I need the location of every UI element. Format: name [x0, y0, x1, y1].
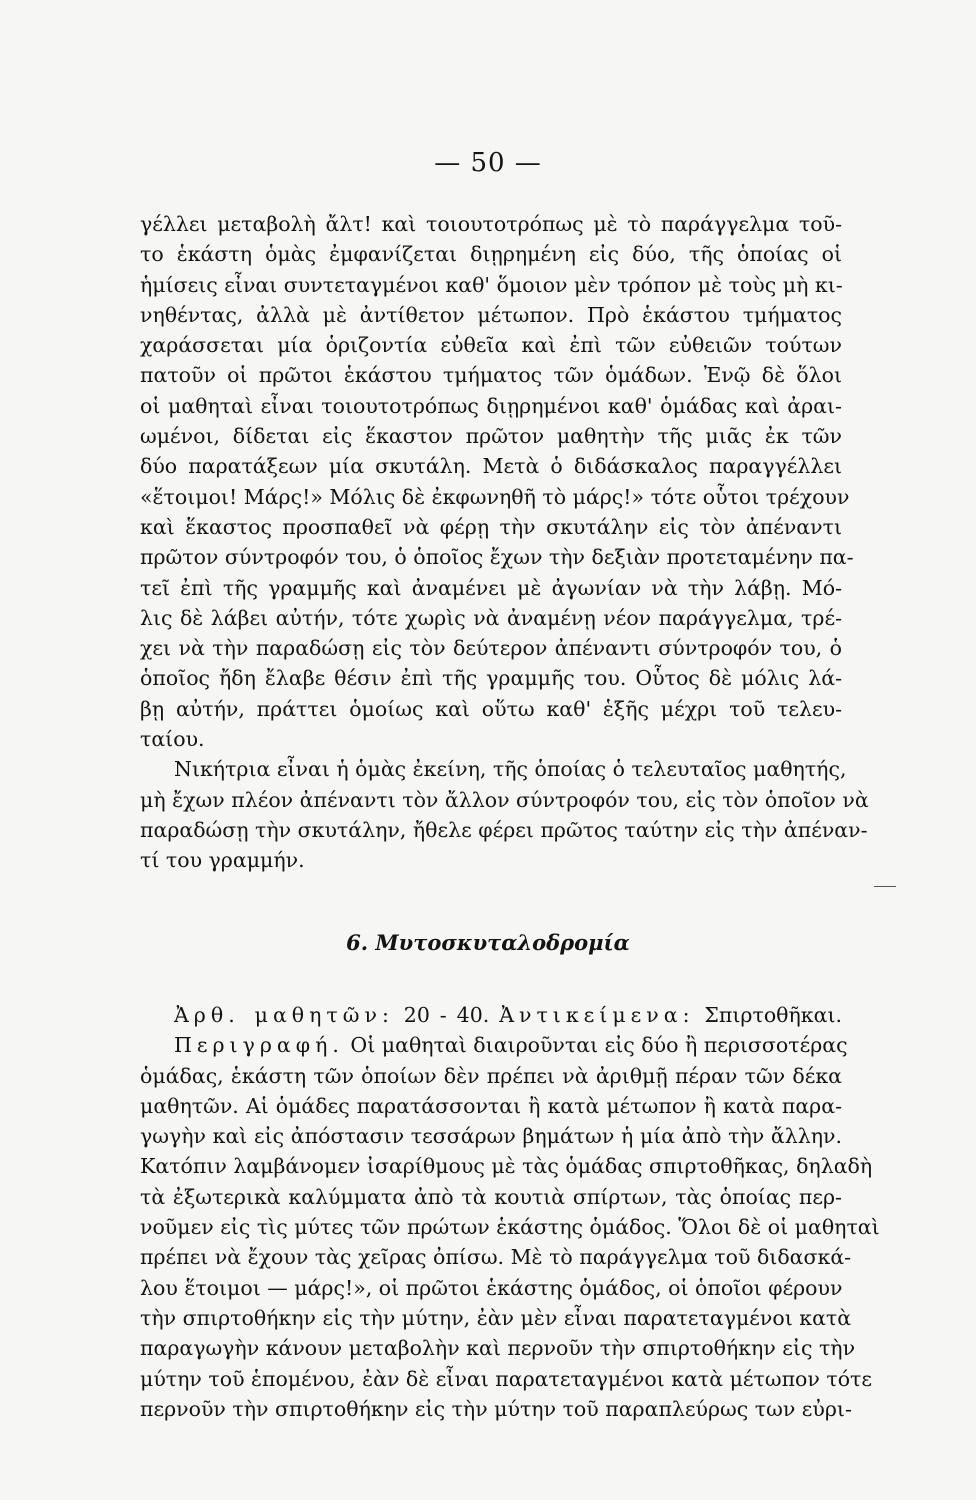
participants-label: Ἀρθ. μαθητῶν:	[174, 1003, 394, 1027]
text-line: ἡμίσεις εἶναι συντεταγμένοι καθ' ὅμοιον μὲν τρόπον μὲ τοὺς μὴ κι-	[140, 272, 843, 297]
text-line: το ἑκάστη ὁμὰς ἐμφανίζεται διῃρημένη εἰς δύο, τῆς ὁποίας οἱ	[140, 242, 842, 267]
description-label: Περιγραφή.	[174, 1033, 344, 1058]
text-line: παραγωγὴν κάνουν μεταβολὴν καὶ περνοῦν τὴν σπιρτοθήκην εἰς τὴν	[140, 1336, 856, 1361]
text-line: πρῶτον σύντροφόν του, ὁ ὁποῖος ἔχων τὴν δεξιὰν προτεταμένην πα-	[140, 545, 854, 570]
objects-label: Ἀντικείμενα:	[499, 1003, 695, 1027]
text-line: Νικήτρια εἶναι ἡ ὁμὰς ἐκείνη, τῆς ὁποίας ὁ τελευταῖος μαθητής,	[174, 757, 847, 782]
text-line: πρέπει νὰ ἔχουν τὰς χεῖρας ὀπίσω. Μὲ τὸ παράγγελμα τοῦ διδασκά-	[140, 1245, 852, 1270]
objects-value: Σπιρτοθῆκαι.	[704, 1003, 842, 1027]
text-line: καὶ ἕκαστος προσπαθεῖ νὰ φέρῃ τὴν σκυτάλην εἰς τὸν ἀπέναντι	[140, 514, 842, 539]
body-text-top	[140, 209, 869, 876]
text-line: πατοῦν οἱ πρῶτοι ἑκάστου τμήματος τῶν ὁμάδων. Ἐνῷ δὲ ὅλοι	[140, 363, 842, 388]
section-divider	[874, 886, 896, 887]
text-line: δύο παρατάξεων μία σκυτάλη. Μετὰ ὁ διδάσκαλος παραγγέλλει	[140, 454, 842, 479]
text-line: μαθητῶν. Αἱ ὁμάδες παρατάσσονται ἢ κατὰ μέτωπον ἢ κατὰ παρα-	[140, 1093, 842, 1118]
text-line: ὁποῖος ἤδη ἔλαβε θέσιν ἐπὶ τῆς γραμμῆς του. Οὗτος δὲ μόλις λά-	[140, 666, 842, 691]
participants-value: 20 - 40.	[403, 1003, 490, 1027]
text-line: «ἕτοιμοι! Μάρς!» Μόλις δὲ ἐκφωνηθῆ τὸ μάρς!» τότε οὗτοι τρέχουν	[140, 484, 850, 509]
section-title: Μυτοσκυταλοδρομία	[375, 930, 630, 955]
paragraph-continuation	[140, 209, 854, 754]
text-line: τὰ ἐξωτερικὰ καλύμματα ἀπὸ τὰ κουτιὰ σπίρτων, τὰς ὁποίας περ-	[140, 1184, 842, 1209]
text-line: ταίου.	[140, 727, 205, 752]
text-line: βῃ αὐτήν, πράττει ὁμοίως καὶ οὕτω καθ' ἑξῆς μέχρι τοῦ τελευ-	[140, 696, 842, 721]
body-text-bottom	[140, 1000, 880, 1424]
text-line: λις δὲ λάβει αὐτήν, τότε χωρὶς νὰ ἀναμένῃ νέον παράγγελμα, τρέ-	[140, 605, 842, 630]
section-heading	[0, 930, 976, 955]
text-line: ὁμάδας, ἑκάστη τῶν ὁποίων δὲν πρέπει νὰ ἀριθμῇ πέραν τῶν δέκα	[140, 1063, 842, 1088]
text-line: μύτην τοῦ ἑπομένου, ἐὰν δὲ εἶναι παρατεταγμένοι κατὰ μέτωπον τότε	[140, 1366, 873, 1391]
text-line: Κατόπιν λαμβάνομεν ἰσαρίθμους μὲ τὰς ὁμάδας σπιρτοθῆκας, δηλαδὴ	[140, 1154, 873, 1179]
text-line: περνοῦν τὴν σπιρτοθήκην εἰς τὴν μύτην τοῦ παραπλεύρως των εὐρι-	[140, 1396, 852, 1421]
paragraph-winner	[140, 754, 869, 875]
description-first-line	[140, 1030, 848, 1060]
text-line: νηθέντας, ἀλλὰ μὲ ἀντίθετον μέτωπον. Πρὸ ἑκάστου τμήματος	[140, 302, 842, 327]
participants-line	[140, 1000, 842, 1030]
text-line: Οἱ μαθηταὶ διαιροῦνται εἰς δύο ἢ περισσοτέρας	[350, 1033, 848, 1058]
text-line: τὴν σπιρτοθήκην εἰς τὴν μύτην, ἐὰν μὲν εἶναι παρατεταγμένοι κατὰ	[140, 1305, 852, 1330]
text-line: οἱ μαθηταὶ εἶναι τοιουτοτρόπως διῃρημένοι καθ' ὁμάδας καὶ ἀραι-	[140, 393, 842, 418]
text-line: χαράσσεται μία ὁριζοντία εὐθεῖα καὶ ἐπὶ τῶν εὐθειῶν τούτων	[140, 333, 842, 358]
text-line: γέλλει μεταβολὴ ἄλτ! καὶ τοιουτοτρόπως μὲ τὸ παράγγελμα τοῦ-	[140, 212, 842, 236]
text-line: χει νὰ τὴν παραδώσῃ εἰς τὸν δεύτερον ἀπέναντι σύντροφόν του, ὁ	[140, 636, 842, 661]
text-line: ωμένοι, δίδεται εἰς ἕκαστον πρῶτον μαθητὴν τῆς μιᾶς ἐκ τῶν	[140, 424, 842, 449]
text-line: μὴ ἔχων πλέον ἀπέναντι τὸν ἄλλον σύντροφόν του, εἰς τὸν ὁποῖον νὰ	[140, 787, 869, 812]
text-line: τί του γραμμήν.	[140, 848, 305, 873]
text-line: νοῦμεν εἰς τὶς μύτες τῶν πρώτων ἑκάστης ὁμάδος. Ὅλοι δὲ οἱ μαθηταὶ	[140, 1215, 880, 1240]
text-line: τεῖ ἐπὶ τῆς γραμμῆς καὶ ἀναμένει μὲ ἀγωνίαν νὰ τὴν λάβῃ. Μό-	[140, 575, 842, 600]
text-line: γωγὴν καὶ εἰς ἀπόστασιν τεσσάρων βημάτων ἡ μία ἀπὸ τὴν ἄλλην.	[140, 1124, 842, 1149]
section-number: 6.	[346, 930, 369, 955]
page-number: — 50 —	[434, 148, 542, 178]
text-line: παραδώσῃ τὴν σκυτάλην, ἤθελε φέρει πρῶτος ταύτην εἰς τὴν ἀπέναν-	[140, 817, 868, 842]
text-line: λου ἕτοιμοι — μάρς!», οἱ πρῶτοι ἑκάστης ὁμάδος, οἱ ὁποῖοι φέρουν	[140, 1275, 843, 1300]
